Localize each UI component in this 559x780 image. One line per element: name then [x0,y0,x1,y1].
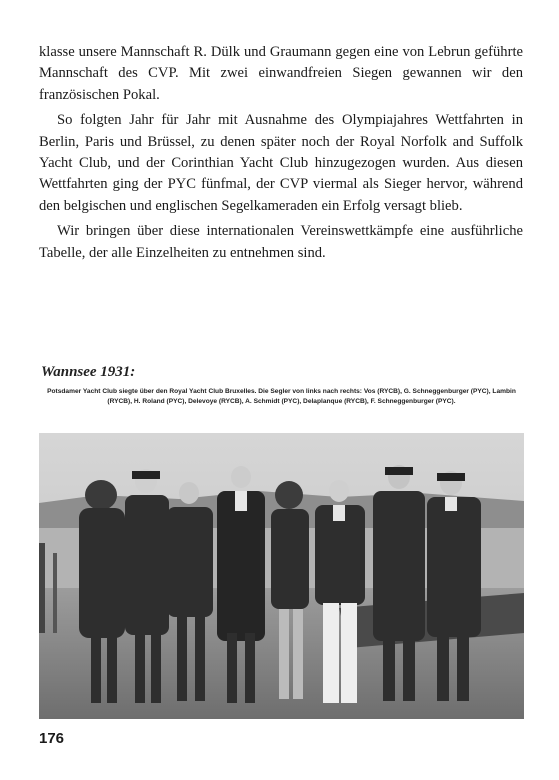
paragraph-continuation: klasse unsere Mannschaft R. Dülk und Graumann gegen eine von Lebrun geführte Mannschaft des CVP. Mit zwei einwandfreien Siegen gewannen wir den französischen Pokal. [39,44,523,103]
photo-caption-title: Wannsee 1931: [41,364,136,380]
paragraph-table-note: Wir bringen über diese internationalen Vereinswettkämpfe eine ausführliche Tabelle, der alle Einzelheiten zu entnehmen sind. [39,223,523,261]
paragraph-regattas: So folgten Jahr für Jahr mit Ausnahme des Olympiajahres Wettfahrten in Berlin, Paris und Brüssel, zu denen später noch der Royal Norfolk and Suffolk Yacht Club, und der Corinthian Yacht Club hinzugezogen wurden. Aus diesen Wettfahrten ging der PYC fünfmal, der CVP viermal als Sieger hervor, während den belgischen und englischen Segelkameraden ein Erfolg versagt blieb. [39,112,523,214]
body-text [39,42,523,264]
group-photo [39,433,524,719]
page-number: 176 [39,730,65,747]
photo-caption-text: Potsdamer Yacht Club siegte über den Royal Yacht Club Bruxelles. Die Segler von links nach rechts: Vos (RYCB), G. Schneggenburger (PYC), Lambin (RYCB), H. Roland (PYC), Delevoye (RYCB), A. Schmidt (PYC), Delaplanque (RYCB), F. Schneggenburger (PYC). [47,388,516,405]
